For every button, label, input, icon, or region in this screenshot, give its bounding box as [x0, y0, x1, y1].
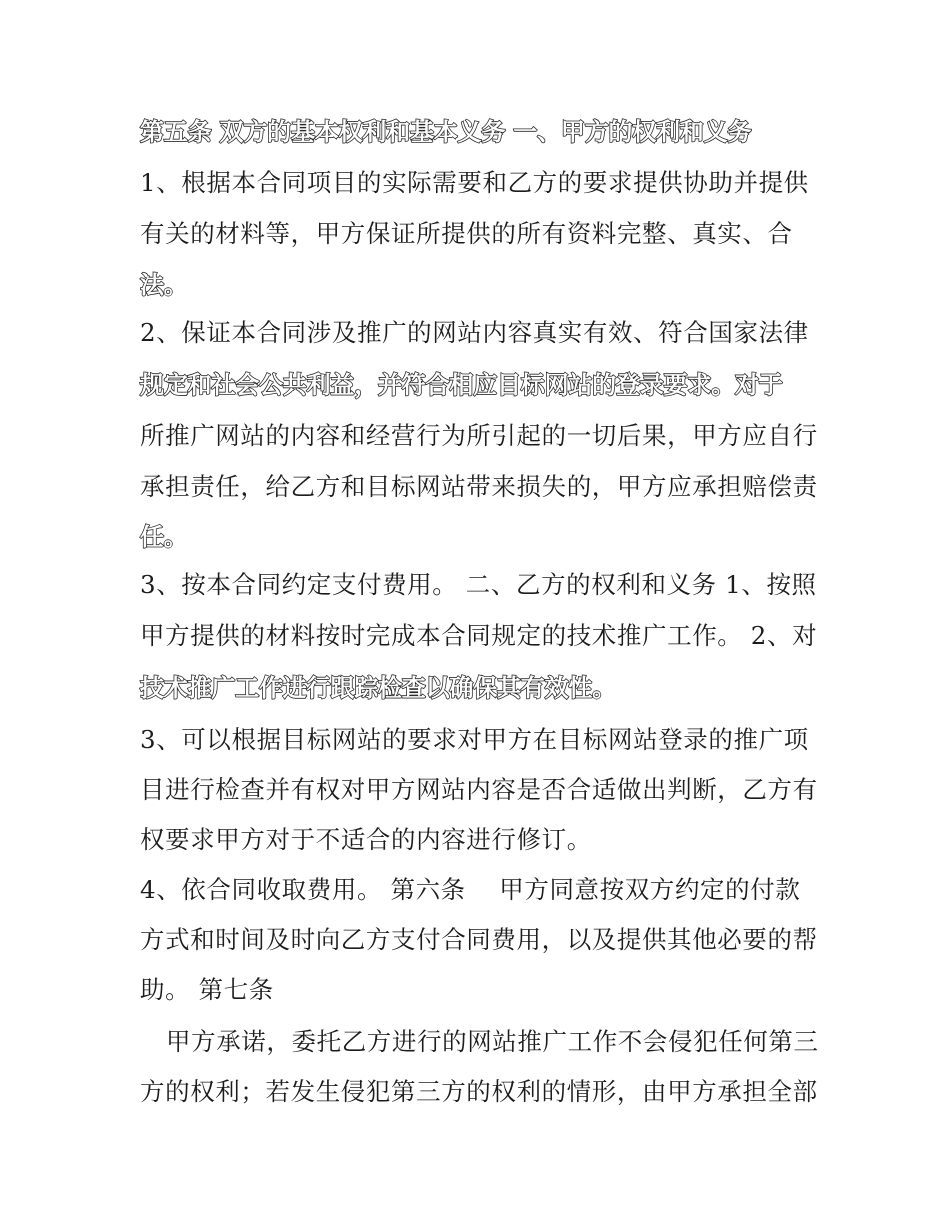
paragraph-line: 任。 [140, 523, 188, 551]
section-heading-article-5: 第五条 双方的基本权利和基本义务 一、甲方的权利和义务 [140, 118, 752, 146]
paragraph-line: 3、按本合同约定支付费用。 二、乙方的权利和义务 1、按照 [140, 570, 817, 599]
paragraph-line: 方的权利；若发生侵犯第三方的权利的情形，由甲方承担全部 [140, 1077, 818, 1106]
paragraph-line: 技术推广工作进行跟踪检查以确保其有效性。 [140, 674, 616, 702]
paragraph-line: 规定和社会公共利益，并符合相应目标网站的登录要求。对于 [140, 371, 783, 399]
paragraph-line: 2、保证本合同涉及推广的网站内容真实有效、符合国家法律 [140, 318, 809, 347]
paragraph-line: 法。 [140, 271, 188, 299]
paragraph-line: 承担责任，给乙方和目标网站带来损失的，甲方应承担赔偿责 [140, 472, 818, 501]
paragraph-line: 目进行检查并有权对甲方网站内容是否合适做出判断，乙方有 [140, 775, 818, 804]
paragraph-line: 甲方承诺，委托乙方进行的网站推广工作不会侵犯任何第三 [166, 1027, 819, 1056]
paragraph-line: 有关的材料等，甲方保证所提供的所有资料完整、真实、合 [140, 219, 793, 248]
paragraph-line: 1、根据本合同项目的实际需要和乙方的要求提供协助并提供 [140, 168, 809, 197]
paragraph-line: 甲方提供的材料按时完成本合同规定的技术推广工作。 2、对 [140, 621, 818, 650]
paragraph-line: 所推广网站的内容和经营行为所引起的一切后果，甲方应自行 [140, 421, 818, 450]
paragraph-line: 4、依合同收取费用。 第六条 甲方同意按双方约定的付款 [140, 875, 801, 904]
paragraph-line: 方式和时间及时向乙方支付合同费用，以及提供其他必要的帮 [140, 925, 818, 954]
paragraph-line: 3、可以根据目标网站的要求对甲方在目标网站登录的推广项 [140, 725, 809, 754]
paragraph-line: 助。 第七条 [140, 975, 274, 1004]
paragraph-line: 权要求甲方对于不适合的内容进行修订。 [140, 825, 592, 854]
